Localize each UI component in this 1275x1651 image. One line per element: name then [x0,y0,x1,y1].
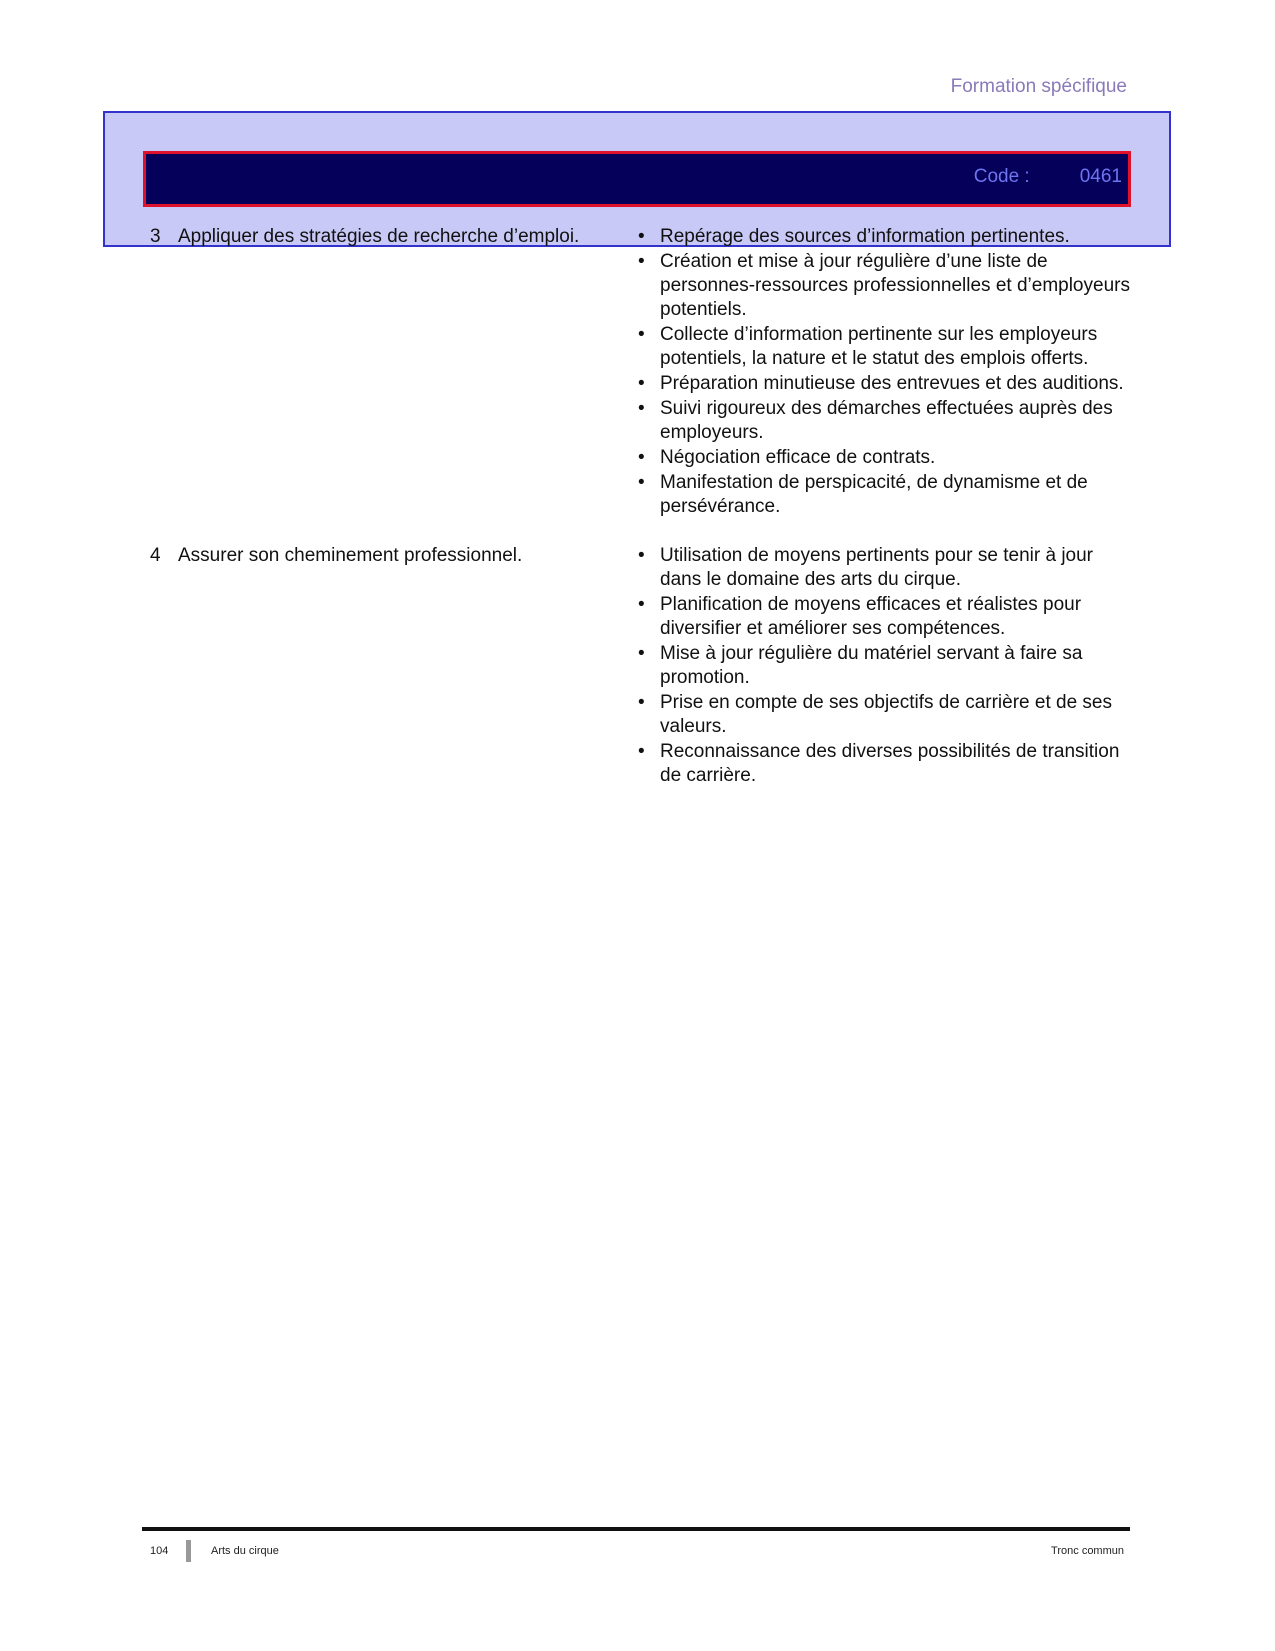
criteria-list [638,225,1130,520]
competency-table [150,225,1130,813]
page-footer [150,1540,1124,1562]
criterion-item: • Utilisation de moyens pertinents pour se tenir à jour dans le domaine des arts du cirque. [638,545,1094,590]
bullet-icon: • [638,398,645,419]
criterion-item: • Repérage des sources d’information pertinentes. [638,226,1070,247]
bullet-icon: • [638,447,645,468]
bullet-icon: • [638,692,645,713]
track-name: Tronc commun [1051,1545,1124,1557]
criterion-item: • Reconnaissance des diverses possibilités de transition de carrière. [638,741,1120,786]
criteria-list [638,544,1130,789]
criterion-item: • Manifestation de perspicacité, de dynamisme et de persévérance. [638,472,1088,517]
bullet-icon: • [638,741,645,762]
criterion-item: • Négociation efficace de contrats. [638,447,936,468]
bullet-icon: • [638,472,645,493]
bullet-icon: • [638,643,645,664]
element-title [150,225,638,520]
criterion-item: • Suivi rigoureux des démarches effectuées auprès des employeurs. [638,398,1113,443]
element-text: Appliquer des stratégies de recherche d’emploi. [178,226,580,247]
page-number: 104 [150,1545,169,1557]
criterion-item: • Collecte d’information pertinente sur les employeurs potentiels, la nature et le statut des emplois offerts. [638,324,1098,369]
element-number: 4 [150,545,161,566]
element-text: Assurer son cheminement professionnel. [178,545,523,566]
element-title [150,544,638,789]
header-bar [143,151,1131,207]
footer-rule [142,1527,1130,1531]
bullet-icon: • [638,545,645,566]
competency-row [150,544,1130,789]
footer-divider [186,1540,191,1562]
bullet-icon: • [638,373,645,394]
criterion-item: • Planification de moyens efficaces et réalistes pour diversifier et améliorer ses compétences. [638,594,1082,639]
bullet-icon: • [638,251,645,272]
bullet-icon: • [638,594,645,615]
criterion-item: • Préparation minutieuse des entrevues et des auditions. [638,373,1124,394]
code-value: 0461 [1079,166,1122,187]
criterion-item: • Création et mise à jour régulière d’une liste de personnes-ressources professionnelles et d’employeurs potentiels. [638,251,1130,320]
element-number: 3 [150,226,161,247]
bullet-icon: • [638,226,645,247]
section-label: Formation spécifique [950,76,1127,97]
criterion-item: • Mise à jour régulière du matériel servant à faire sa promotion. [638,643,1083,688]
bullet-icon: • [638,324,645,345]
code-label: Code : [973,166,1030,187]
criterion-item: • Prise en compte de ses objectifs de carrière et de ses valeurs. [638,692,1113,737]
course-code [974,166,1122,188]
competency-row [150,225,1130,520]
program-name: Arts du cirque [211,1545,279,1557]
